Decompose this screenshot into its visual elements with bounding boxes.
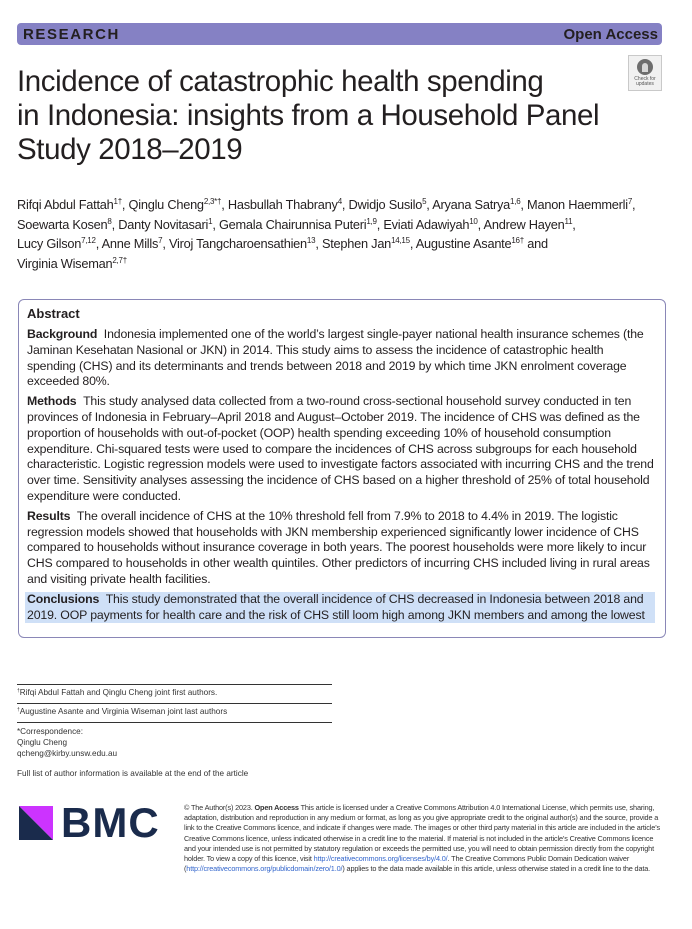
- author-name: Augustine Asante: [415, 236, 512, 251]
- article-type-label: RESEARCH: [23, 25, 120, 43]
- correspondence: [17, 723, 332, 759]
- bmc-logo: [19, 799, 160, 846]
- affiliation-marker: 8: [107, 216, 112, 226]
- author-name: Qinglu Cheng: [128, 197, 204, 212]
- abstract-methods: [27, 394, 655, 505]
- check-for-updates-line2: updates: [636, 81, 654, 87]
- affiliation-marker: 2,7†: [112, 255, 127, 265]
- check-for-updates-label: [634, 77, 655, 87]
- abstract-heading: Abstract: [27, 306, 80, 321]
- open-access-bold: Open Access: [254, 803, 299, 812]
- affiliation-marker: 16†: [511, 236, 524, 245]
- full-author-info-note: Full list of author information is available at the end of the article: [17, 769, 249, 778]
- section-text: The overall incidence of CHS at the 10% threshold fell from 7.9% to 2018 to 4.4% in 2019. The logistic regression models showed that households with JKN membership experienced significantly lower incidence of CHS compared to households without insurance coverage in both years. The poorest households were more likely to incur CHS compared to households in other wealth quintiles. Other predictors of incurring CHS included living in rural areas and visiting private health facilities.: [27, 508, 650, 586]
- abstract-results: [27, 509, 655, 588]
- dagger-mark: †: [17, 707, 20, 713]
- bmc-logo-text: BMC: [61, 799, 160, 846]
- author-name: Gemala Chairunnisa Puteri: [218, 216, 367, 232]
- check-for-updates-icon: [637, 59, 653, 75]
- affiliation-marker: 7: [627, 197, 633, 206]
- abstract-conclusions[interactable]: [25, 592, 655, 624]
- title-line: Study 2018–2019: [17, 133, 243, 166]
- author-name: Aryana Satrya: [432, 197, 511, 212]
- author-name: Manon Haemmerli: [527, 197, 628, 212]
- cc-by-link[interactable]: http://creativecommons.org/licenses/by/4.0/: [313, 854, 448, 864]
- license-text: ) applies to the data made available in this article, unless otherwise stated in a credit line to the data.: [342, 864, 651, 874]
- bmc-logo-mark-icon: [19, 806, 53, 840]
- license-text: This article is licensed under a Creative Commons Attribution 4.0 International License, which permits use, sharing, adaptation, distribution and reproduction in any medium or format, as long as you give appropriate credit to the original author(s) and the source, provide a link to the Creative Commons licence, and indicate if changes were made. The images or other third party material in this article are included in the article’s Creative Commons licence, unless indicated otherwise in a credit line to the material. If material is not included in the article’s Creative Commons licence and your intended use is not permitted by statutory regulation or exceeds the permitted use, you will need to obtain permission directly from the copyright holder. To view a copy of this licence, visit: [184, 803, 660, 864]
- abstract-background: [27, 327, 655, 390]
- affiliation-marker: 13: [306, 236, 316, 245]
- affiliation-marker: 4: [337, 197, 342, 206]
- affiliation-marker: 1: [208, 216, 213, 226]
- footnotes: [17, 684, 332, 759]
- section-label: Results: [27, 508, 71, 523]
- affiliation-marker: 10: [469, 216, 478, 226]
- affiliation-marker: 14,15: [391, 236, 410, 245]
- check-for-updates-button[interactable]: [628, 55, 662, 91]
- abstract-box: [18, 299, 666, 638]
- footnote-text: Rifqi Abdul Fattah and Qinglu Cheng joint first authors.: [19, 688, 218, 697]
- author-name: Andrew Hayen: [483, 216, 565, 232]
- section-label: Methods: [27, 394, 77, 409]
- affiliation-marker: 5: [422, 197, 427, 206]
- affiliation-marker: 1†: [113, 197, 122, 206]
- section-text[interactable]: This study demonstrated that the overall incidence of CHS decreased in Indonesia between 2018 and 2019. OOP payments for health care and the risk of CHS still loom high among JKN members and among the lowest: [27, 591, 645, 622]
- copyright-text: © The Author(s) 2023.: [184, 803, 253, 812]
- author-name: Stephen Jan: [321, 236, 392, 251]
- author-name: Rifqi Abdul Fattah: [17, 197, 114, 212]
- affiliation-marker: 2,3*†: [203, 197, 222, 206]
- affiliation-marker: 7: [158, 236, 163, 245]
- open-access-label: Open Access: [563, 25, 658, 43]
- author-name: Danty Novitasari: [118, 216, 209, 232]
- article-title: [17, 65, 617, 167]
- license-text: . The Creative Commons Public Domain Dedication waiver (: [184, 854, 630, 874]
- check-for-updates-line1: Check for: [634, 76, 656, 82]
- footnote-text: Augustine Asante and Virginia Wiseman joint last authors: [19, 707, 228, 716]
- section-text: Indonesia implemented one of the world’s largest single-payer national health insurance schemes (the Jaminan Kesehatan Nasional or JKN) in 2014. This study aims to assess the incidence of catastrophic health spending (CHS) and its determinants and trends between 2018 and 2019 by which time JKN enrolment coverage exceeded 80%.: [27, 327, 644, 389]
- license-statement: [184, 803, 666, 874]
- section-label: Conclusions: [27, 591, 100, 606]
- author-list: Rifqi Abdul Fattah$^{1\dagger}$, Qinglu Cheng$^{2,3*\dagger}$, Hasbullah Thabrany$^4$, Dwidjo Susilo$^5$, Aryana Satrya$^{1,6}$, Manon Haemmerli$^7$, Soewarta Kosen$^8$, Danty Novitasari$^1$, Gemala Chairunnisa Puteri$^{1,9}$, Eviati Adawiyah$^{10}$, Andrew Hayen$^{11}$, Lucy Gilson$^{7,12}$, Anne Mills$^7$, Viroj Tangcharoensathien$^{13}$, Stephen Jan$^{14,15}$, Augustine Asante$^{16\dagger}$ and Virginia Wiseman$^{2,7\dagger}$: [17, 197, 636, 271]
- title-line: in Indonesia: insights from a Household Panel: [17, 99, 600, 132]
- author-name: Dwidjo Susilo: [348, 197, 423, 212]
- affiliation-marker: 1,6: [510, 197, 521, 206]
- author-name: Soewarta Kosen: [17, 216, 108, 232]
- affiliation-marker: 7,12: [81, 236, 96, 245]
- correspondence-email[interactable]: qcheng@kirby.unsw.edu.au: [17, 749, 118, 758]
- dagger-mark: †: [17, 688, 20, 694]
- author-name: Hasbullah Thabrany: [227, 197, 338, 212]
- correspondence-name: Qinglu Cheng: [17, 738, 68, 747]
- footnote-joint-last: [17, 704, 332, 722]
- affiliation-marker: 11: [564, 216, 573, 226]
- author-name: Viroj Tangcharoensathien: [168, 236, 307, 251]
- article-type-banner: [17, 23, 662, 45]
- title-line: Incidence of catastrophic health spending: [17, 65, 544, 98]
- author-name: Lucy Gilson: [17, 236, 82, 251]
- author-name: Anne Mills: [101, 236, 159, 251]
- cc0-link[interactable]: http://creativecommons.org/publicdomain/zero/1.0/: [186, 864, 343, 874]
- correspondence-label: *Correspondence:: [17, 727, 83, 736]
- section-label: Background: [27, 327, 98, 341]
- affiliation-marker: 1,9: [366, 216, 377, 226]
- author-name: Eviati Adawiyah: [383, 216, 470, 232]
- footnote-joint-first: [17, 685, 332, 703]
- section-text: This study analysed data collected from a two-round cross-sectional household survey conducted in ten provinces of Indonesia in February–April 2018 and August–October 2019. The incidence of CHS was defined as the proportion of households with out-of-pocket (OOP) health spending exceeding 10% of household consumption expenditure. Chi-squared tests were used to compare the incidences of CHS across subgroups for each household characteristic. Logistic regression models were used to investigate factors associated with incurring CHS and the trend over time. Sensitivity analyses assessing the incidence of CHS based on a higher threshold of 25% of total household expenditure were conducted.: [27, 394, 654, 503]
- author-name: Virginia Wiseman: [17, 255, 113, 271]
